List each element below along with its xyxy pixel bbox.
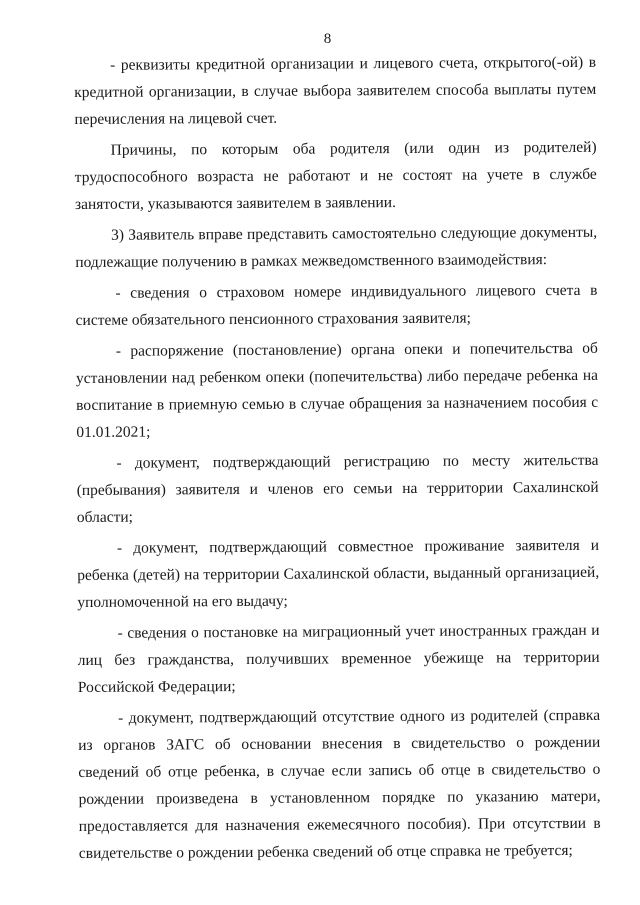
page-number: 8 <box>323 31 332 47</box>
list-item-parent-absence-document: - документ, подтверждающий отсутствие одного из родителей (справка из органов ЗАГС об основании внесения в свидетельство о рождении сведений об отце ребенка, в случае если запись об отце в свидетельство о рождении произведена в установленном порядке по указанию матери, предоставляется для назначения ежемесячного пособия). При отсутствии в свидетельстве о рождении ребенка сведений об отце справка не требуется; <box>78 706 601 862</box>
document-body <box>74 49 601 871</box>
list-item-snils: - сведения о страховом номере индивидуального лицевого счета в системе обязательного пенсионного страхования заявителя; <box>75 281 598 329</box>
list-item-registration-document: - документ, подтверждающий регистрацию по месту жительства (пребывания) заявителя и членов его семьи на территории Сахалинской области; <box>76 451 599 526</box>
list-item-migration-registration: - сведения о постановке на миграционный учет иностранных граждан и лиц без гражданства, получивших временное убежище на территории Российской Федерации; <box>77 621 600 696</box>
paragraph-unemployment-reasons: Причины, по которым оба родителя (или один из родителей) трудоспособного возраста не работают и не состоят на учете в службе занятости, указываются заявителем в заявлении. <box>74 138 597 213</box>
paragraph-bank-details: - реквизиты кредитной организации и лицевого счета, открытого(-ой) в кредитной организации, в случае выбора заявителем способа выплаты путем перечисления на лицевой счет. <box>74 53 597 128</box>
list-item-guardianship-order: - распоряжение (постановление) органа опеки и попечительства об установлении над ребенком опеки (попечительства) либо передаче ребенка на воспитание в приемную семью в случае обращения за назначением пособия с 01.01.2021; <box>75 339 599 441</box>
paragraph-item-3: 3) Заявитель вправе представить самостоятельно следующие документы, подлежащие получению в рамках межведомственного взаимодействия: <box>75 223 598 271</box>
list-item-cohabitation-document: - документ, подтверждающий совместное проживание заявителя и ребенка (детей) на территории Сахалинской области, выданный организацией, уполномоченной на его выдачу; <box>77 536 600 611</box>
